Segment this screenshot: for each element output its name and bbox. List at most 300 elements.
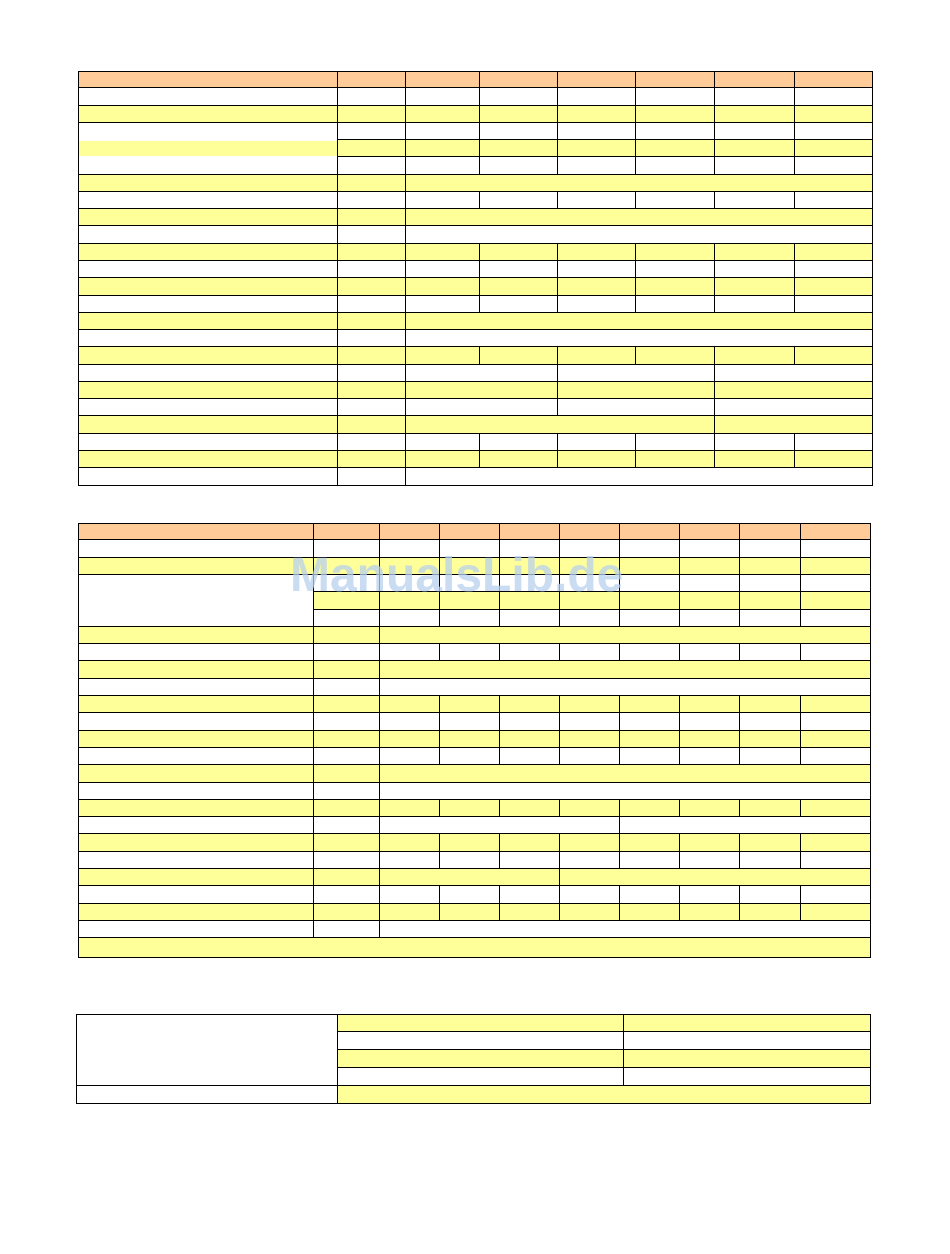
table-cell — [406, 106, 480, 123]
table-cell — [406, 399, 558, 416]
table-cell — [715, 88, 795, 106]
table-cell — [560, 696, 620, 713]
table-cell — [314, 713, 380, 731]
table-cell — [78, 347, 338, 365]
table-cell — [338, 1068, 624, 1086]
table-cell — [558, 157, 636, 175]
table-cell — [338, 175, 406, 192]
table-cell — [78, 644, 314, 661]
table-cell — [78, 904, 314, 921]
table-cell — [480, 296, 558, 313]
table-cell — [636, 106, 715, 123]
table-cell — [338, 71, 406, 88]
table-cell — [314, 904, 380, 921]
table-cell — [314, 592, 380, 610]
table-cell — [680, 800, 740, 817]
table-cell — [406, 434, 480, 451]
table-cell — [620, 523, 680, 540]
table-cell — [740, 540, 801, 558]
table-cell — [500, 731, 560, 748]
table-cell — [78, 800, 314, 817]
table-cell — [78, 540, 314, 558]
table-cell — [380, 523, 440, 540]
table-cell — [78, 451, 338, 468]
table-cell — [500, 834, 560, 852]
table-cell — [314, 783, 380, 800]
table-cell — [620, 558, 680, 575]
table-cell — [440, 886, 500, 904]
table-cell — [560, 748, 620, 765]
table-cell — [715, 157, 795, 175]
table-cell — [338, 365, 406, 382]
table-cell — [740, 610, 801, 627]
table-cell — [380, 817, 620, 834]
table-cell — [338, 347, 406, 365]
table-cell — [314, 748, 380, 765]
table-cell — [740, 644, 801, 661]
table-cell — [500, 610, 560, 627]
table-cell — [680, 713, 740, 731]
table-cell — [620, 731, 680, 748]
table-cell — [78, 106, 338, 123]
table-cell — [560, 731, 620, 748]
table-cell — [314, 817, 380, 834]
table-cell — [480, 244, 558, 261]
table-cell — [740, 852, 801, 869]
table-cell — [795, 192, 873, 209]
table-cell — [78, 416, 338, 434]
table-cell — [480, 434, 558, 451]
table-cell — [380, 558, 440, 575]
table-cell — [440, 558, 500, 575]
table-cell — [558, 382, 715, 399]
table-cell — [560, 713, 620, 731]
table-cell — [338, 313, 406, 330]
table-cell — [715, 434, 795, 451]
table-cell — [558, 192, 636, 209]
table-cell — [795, 71, 873, 88]
table-cell — [560, 575, 620, 592]
table-cell — [620, 575, 680, 592]
table-cell — [560, 644, 620, 661]
table-cell — [406, 175, 873, 192]
table-cell — [78, 558, 314, 575]
table-cell — [380, 696, 440, 713]
table-cell — [500, 644, 560, 661]
table-cell — [380, 886, 440, 904]
table-cell — [440, 834, 500, 852]
table-cell — [314, 921, 380, 938]
table-cell — [78, 313, 338, 330]
table-cell — [338, 1032, 624, 1050]
table-cell — [680, 644, 740, 661]
table-cell — [314, 540, 380, 558]
table-cell — [380, 610, 440, 627]
table-cell — [338, 296, 406, 313]
table-cell — [480, 123, 558, 140]
table-cell — [406, 226, 873, 244]
table-cell — [636, 278, 715, 296]
table-cell — [740, 834, 801, 852]
table-cell — [558, 451, 636, 468]
table-cell — [480, 71, 558, 88]
table-cell — [440, 713, 500, 731]
table-cell — [78, 834, 314, 852]
table-cell — [406, 261, 480, 278]
table-cell — [78, 765, 314, 783]
table-cell — [480, 347, 558, 365]
table-cell — [440, 696, 500, 713]
table-cell — [500, 558, 560, 575]
table-cell — [680, 731, 740, 748]
table-cell — [78, 869, 314, 886]
table-cell — [78, 192, 338, 209]
table-cell — [380, 852, 440, 869]
table-cell — [636, 347, 715, 365]
table-cell — [314, 679, 380, 696]
table-cell — [680, 592, 740, 610]
table-cell — [338, 140, 406, 157]
table-cell — [795, 278, 873, 296]
table-cell — [620, 592, 680, 610]
table-cell — [795, 261, 873, 278]
table-cell — [500, 886, 560, 904]
table-cell — [480, 157, 558, 175]
table-cell — [78, 468, 338, 486]
table-cell — [500, 748, 560, 765]
table-cell — [620, 800, 680, 817]
table-cell — [620, 904, 680, 921]
table-cell — [795, 244, 873, 261]
table-cell — [440, 644, 500, 661]
table-cell — [440, 523, 500, 540]
table-cell — [380, 921, 871, 938]
table-cell — [680, 523, 740, 540]
table-cell — [624, 1068, 871, 1086]
table-cell — [560, 869, 871, 886]
table-cell — [680, 540, 740, 558]
table-cell — [314, 765, 380, 783]
table-cell — [680, 904, 740, 921]
table-cell — [338, 209, 406, 226]
table-cell — [406, 451, 480, 468]
table-cell — [406, 123, 480, 140]
table-cell — [78, 209, 338, 226]
table-cell — [406, 347, 480, 365]
table-cell — [740, 523, 801, 540]
table-cell — [558, 434, 636, 451]
table-cell — [78, 330, 338, 347]
table-cell — [795, 88, 873, 106]
table-cell — [406, 244, 480, 261]
table-cell — [480, 278, 558, 296]
table-cell — [636, 157, 715, 175]
table-cell — [795, 123, 873, 140]
table-cell — [740, 886, 801, 904]
table-cell — [380, 869, 560, 886]
table-cell — [636, 261, 715, 278]
table-cell — [78, 817, 314, 834]
table-cell — [380, 783, 871, 800]
table-cell — [78, 296, 338, 313]
table-cell — [440, 575, 500, 592]
table-cell — [78, 399, 338, 416]
table-cell — [380, 800, 440, 817]
table-cell — [314, 558, 380, 575]
table-cell — [380, 904, 440, 921]
table-cell — [380, 575, 440, 592]
table-cell — [740, 748, 801, 765]
table-cell — [560, 610, 620, 627]
table-cell — [680, 852, 740, 869]
table-cell — [406, 192, 480, 209]
table-cell — [78, 731, 314, 748]
table-cell — [440, 748, 500, 765]
table-cell — [636, 296, 715, 313]
table-cell — [636, 140, 715, 157]
table-cell — [338, 123, 406, 140]
table-cell — [338, 157, 406, 175]
table-cell — [558, 140, 636, 157]
table-cell — [314, 523, 380, 540]
table-cell — [76, 1086, 338, 1104]
table-cell — [715, 244, 795, 261]
table-cell — [740, 904, 801, 921]
table-cell — [560, 558, 620, 575]
table-cell — [740, 713, 801, 731]
table-cell — [620, 713, 680, 731]
table-cell — [558, 296, 636, 313]
table-cell — [78, 938, 871, 958]
table-cell — [338, 399, 406, 416]
table-cell — [338, 468, 406, 486]
table-cell — [560, 886, 620, 904]
table-cell — [801, 696, 871, 713]
table-cell — [795, 106, 873, 123]
table-cell — [78, 434, 338, 451]
table-cell — [314, 869, 380, 886]
table-cell — [380, 748, 440, 765]
table-cell — [801, 731, 871, 748]
table-cell — [338, 278, 406, 296]
table-cell — [715, 192, 795, 209]
table-cell — [636, 192, 715, 209]
table-cell — [380, 679, 871, 696]
table-cell — [795, 434, 873, 451]
table-cell — [620, 696, 680, 713]
table-cell — [560, 540, 620, 558]
table-cell — [500, 592, 560, 610]
table-cell — [740, 558, 801, 575]
table-cell — [406, 157, 480, 175]
table-cell — [78, 523, 314, 540]
table-cell — [78, 226, 338, 244]
highlight-strip — [79, 141, 337, 156]
table-cell — [715, 416, 873, 434]
table-cell — [801, 644, 871, 661]
table-cell — [314, 886, 380, 904]
table-cell — [380, 765, 871, 783]
table-cell — [406, 88, 480, 106]
table-cell — [680, 558, 740, 575]
table-cell — [620, 610, 680, 627]
table-cell — [78, 71, 338, 88]
table-cell — [480, 140, 558, 157]
table-cell — [338, 261, 406, 278]
table-cell — [801, 748, 871, 765]
table-cell — [500, 523, 560, 540]
table-cell — [558, 261, 636, 278]
table-cell — [440, 610, 500, 627]
table-cell — [338, 434, 406, 451]
table-cell — [78, 886, 314, 904]
table-cell — [440, 800, 500, 817]
table-cell — [78, 783, 314, 800]
table-cell — [558, 399, 715, 416]
table-cell — [558, 88, 636, 106]
table-cell — [78, 852, 314, 869]
table-cell — [620, 540, 680, 558]
table-cell — [636, 434, 715, 451]
table-cell — [795, 140, 873, 157]
table-cell — [801, 834, 871, 852]
table-cell — [500, 713, 560, 731]
table-cell — [715, 451, 795, 468]
table-cell — [440, 731, 500, 748]
table-cell — [480, 106, 558, 123]
table-cell — [440, 904, 500, 921]
table-cell — [801, 575, 871, 592]
table-cell — [636, 244, 715, 261]
table-cell — [406, 140, 480, 157]
table-cell — [406, 382, 558, 399]
table-cell — [78, 88, 338, 106]
table-cell — [406, 296, 480, 313]
table-cell — [380, 713, 440, 731]
table-cell — [740, 696, 801, 713]
table-cell — [558, 278, 636, 296]
table-cell — [715, 296, 795, 313]
table-cell — [314, 610, 380, 627]
table-cell — [715, 140, 795, 157]
table-cell — [406, 209, 873, 226]
table-cell — [560, 904, 620, 921]
table-cell — [380, 731, 440, 748]
table-cell — [406, 416, 715, 434]
table-cell — [440, 540, 500, 558]
table-cell — [78, 365, 338, 382]
table-cell — [338, 382, 406, 399]
table-cell — [624, 1014, 871, 1032]
table-cell — [78, 627, 314, 644]
table-cell — [620, 748, 680, 765]
table-cell — [406, 468, 873, 486]
table-cell — [500, 904, 560, 921]
table-cell — [338, 451, 406, 468]
table-cell — [406, 313, 873, 330]
table-cell — [406, 365, 558, 382]
table-cell — [715, 106, 795, 123]
table-cell — [620, 852, 680, 869]
table-cell — [680, 575, 740, 592]
table-cell — [380, 834, 440, 852]
table-cell — [558, 106, 636, 123]
table-cell — [314, 661, 380, 679]
table-cell — [500, 540, 560, 558]
table-cell — [78, 175, 338, 192]
table-cell — [78, 696, 314, 713]
table-cell — [715, 382, 873, 399]
table-cell — [795, 157, 873, 175]
table-cell — [801, 592, 871, 610]
table-cell — [558, 71, 636, 88]
table-cell — [314, 800, 380, 817]
table-cell — [795, 451, 873, 468]
table-cell — [795, 296, 873, 313]
table-cell — [740, 575, 801, 592]
table-cell — [680, 610, 740, 627]
table-cell — [715, 365, 873, 382]
table-cell — [440, 852, 500, 869]
table-cell — [560, 852, 620, 869]
table-cell — [78, 278, 338, 296]
table-cell — [740, 592, 801, 610]
table-cell — [624, 1032, 871, 1050]
table-cell — [558, 347, 636, 365]
table-cell — [406, 71, 480, 88]
table-cell — [680, 748, 740, 765]
table-cell — [620, 886, 680, 904]
watermark-logo: ManualsLib.de — [290, 549, 624, 602]
table-cell — [78, 679, 314, 696]
table-cell — [314, 696, 380, 713]
table-cell — [715, 399, 873, 416]
table-cell — [338, 244, 406, 261]
table-cell — [500, 696, 560, 713]
table-cell — [380, 644, 440, 661]
table-cell — [801, 610, 871, 627]
table-cell — [620, 644, 680, 661]
table-cell — [338, 1014, 624, 1032]
table-cell — [338, 88, 406, 106]
table-cell — [624, 1050, 871, 1068]
table-cell — [715, 71, 795, 88]
table-cell — [406, 330, 873, 347]
table-cell — [801, 800, 871, 817]
table-cell — [380, 592, 440, 610]
table-cell — [680, 834, 740, 852]
table-cell — [715, 278, 795, 296]
table-cell — [558, 123, 636, 140]
table-cell — [620, 817, 871, 834]
table-cell — [558, 244, 636, 261]
table-cell — [795, 347, 873, 365]
table-cell — [338, 192, 406, 209]
table-cell — [558, 365, 715, 382]
table-cell — [636, 123, 715, 140]
table-cell — [314, 627, 380, 644]
table-cell — [338, 330, 406, 347]
table-cell — [78, 244, 338, 261]
table-cell — [801, 523, 871, 540]
table-cell — [338, 416, 406, 434]
table-cell — [78, 748, 314, 765]
table-cell — [480, 451, 558, 468]
table-cell — [715, 123, 795, 140]
table-cell — [314, 731, 380, 748]
table-cell — [636, 88, 715, 106]
table-cell — [801, 558, 871, 575]
